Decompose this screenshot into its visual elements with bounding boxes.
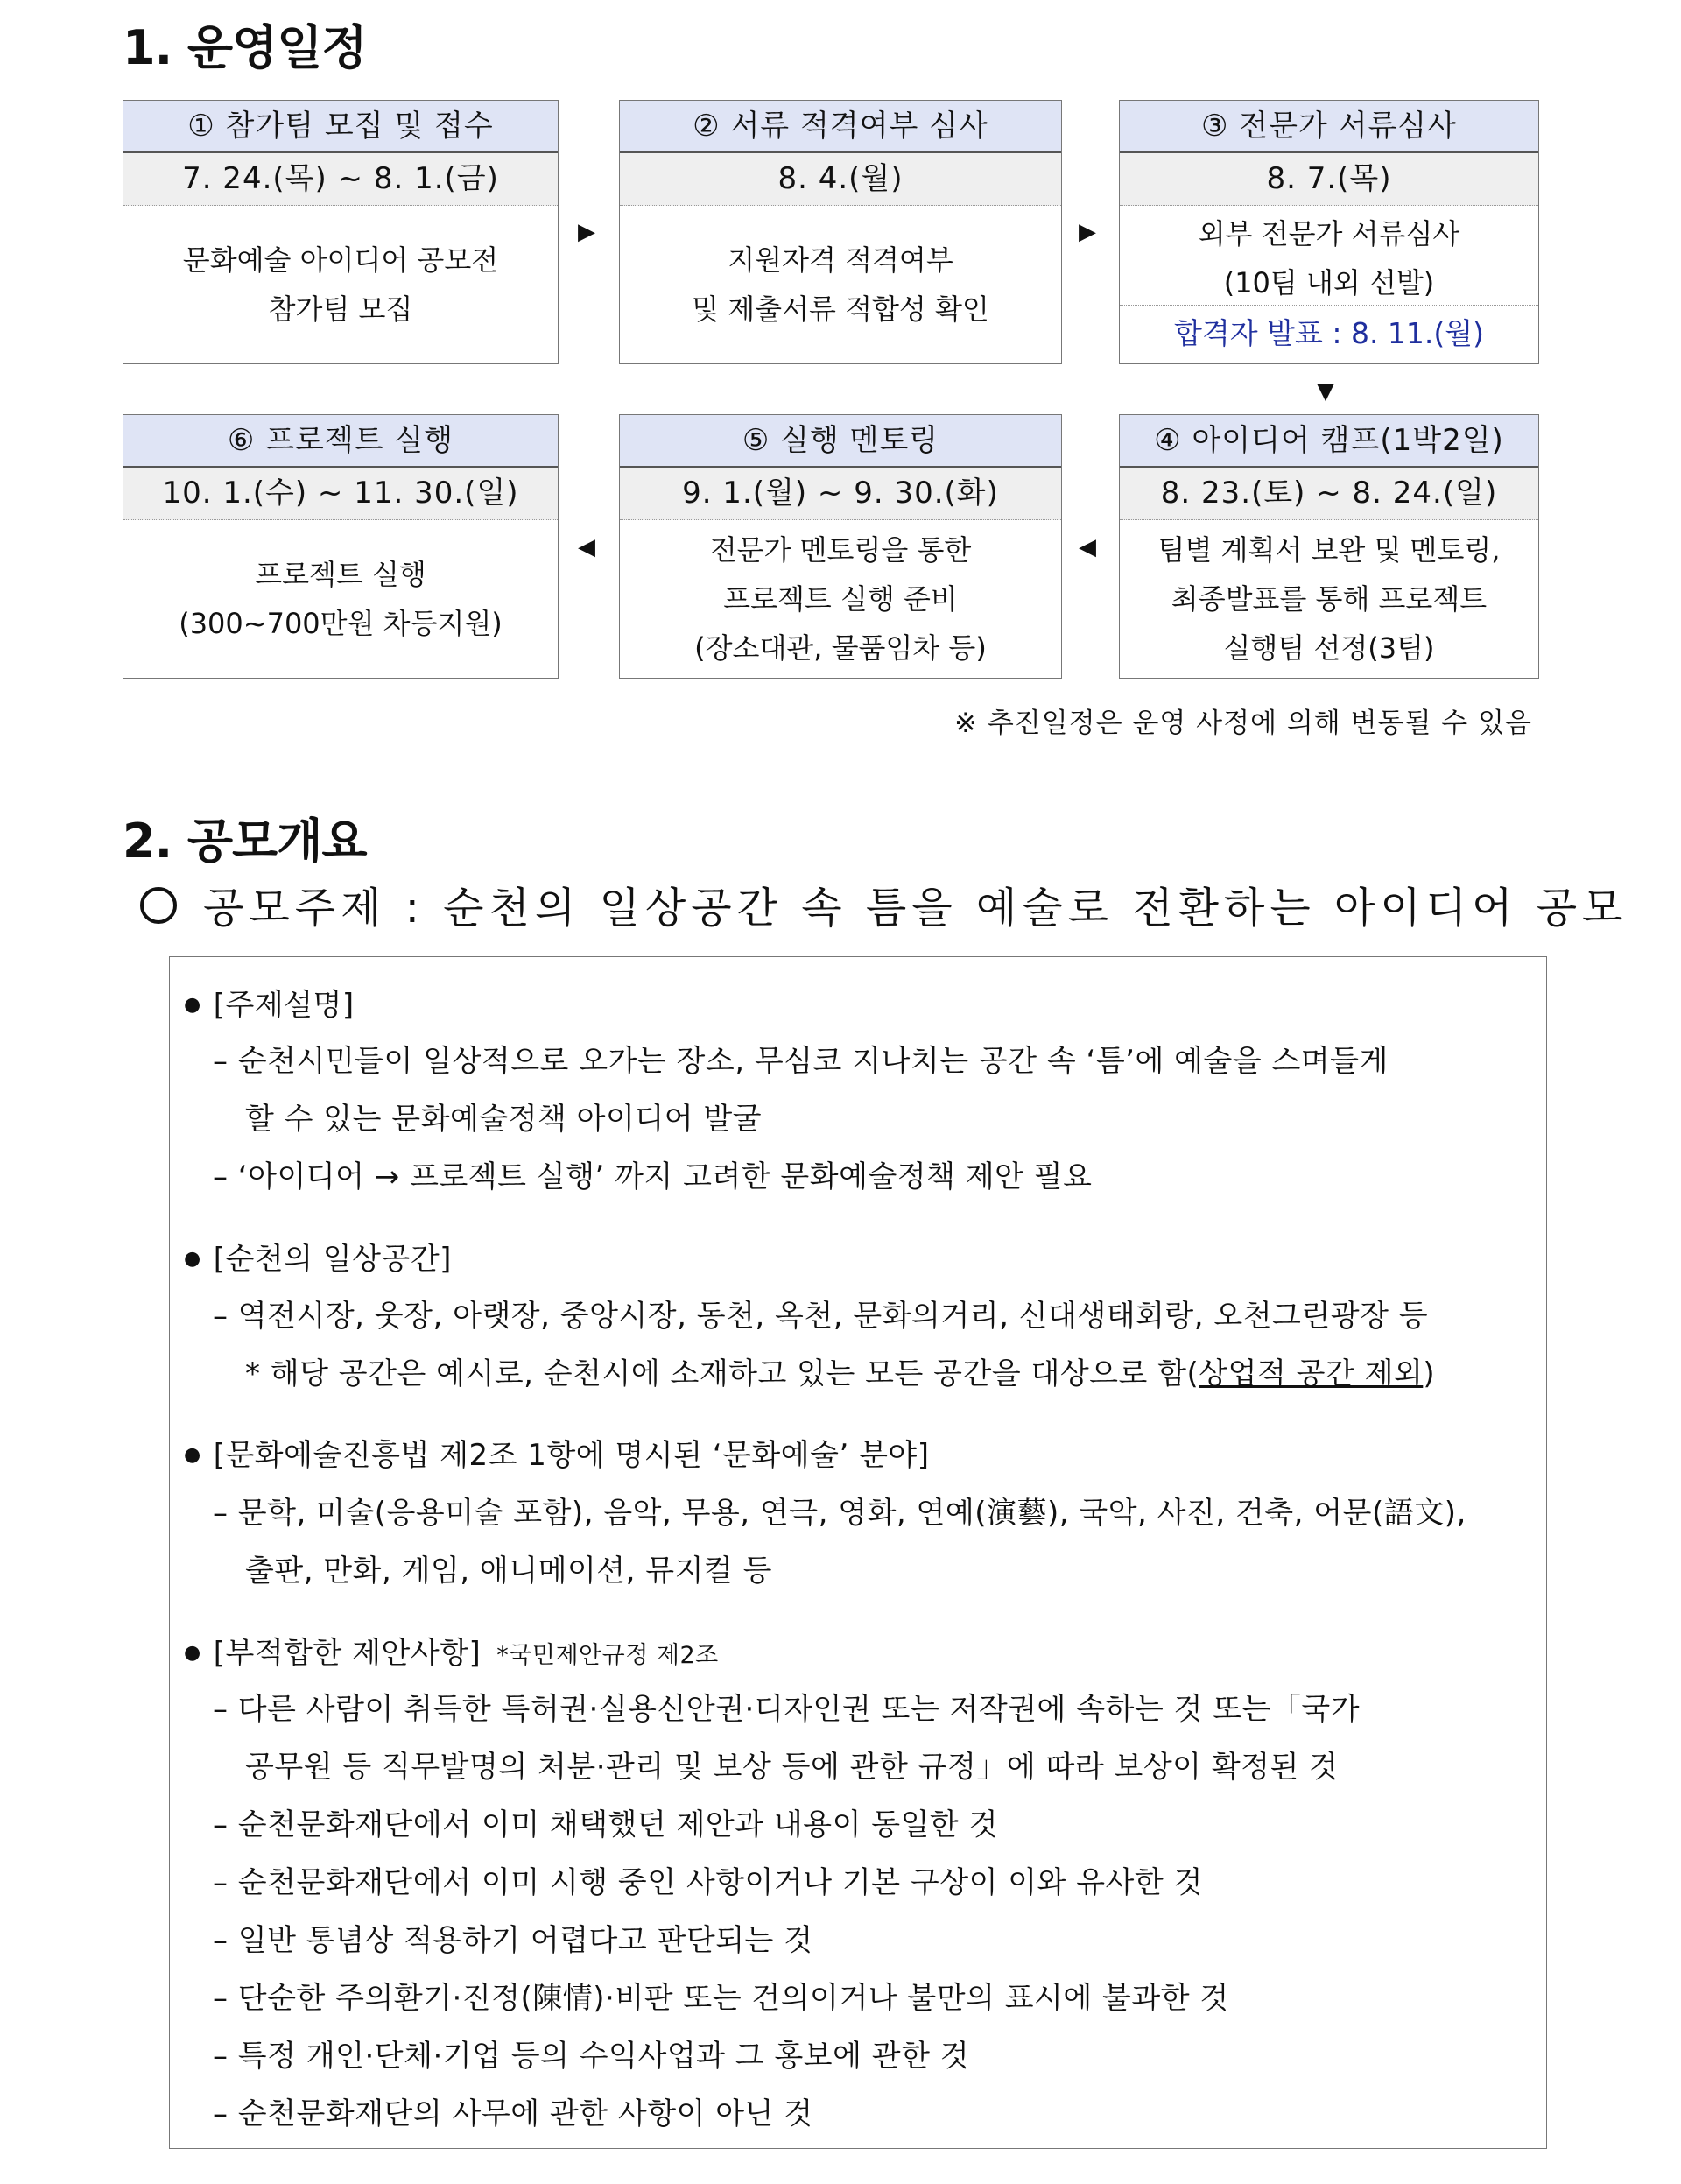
step-3-announcement: 합격자 발표 : 8. 11.(월) (1120, 305, 1538, 363)
step-5-card (619, 414, 1062, 679)
space-heading: ● [순천의 일상공간] (184, 1235, 452, 1278)
section-title-schedule: 1. 운영일정 (123, 20, 367, 75)
field-item: – 문학, 미술(응용미술 포함), 음악, 무용, 연극, 영화, 연예(演藝), 국악, 사진, 건축, 어문(語文), (213, 1496, 1466, 1531)
unfit-item: – 순천문화재단에서 이미 채택했던 제안과 내용이 동일한 것 (213, 1807, 998, 1842)
step-4-desc (1120, 520, 1538, 678)
step-5-desc-line: 프로젝트 실행 준비 (723, 582, 958, 616)
step-1-card (123, 100, 559, 364)
unfit-item: – 다른 사람이 취득한 특허권·실용신안권·디자인권 또는 저작권에 속하는 것 또는「국가 (213, 1692, 1361, 1727)
step-2-desc-line: 및 제출서류 적합성 확인 (692, 292, 989, 326)
step-6-title: ⑥ 프로젝트 실행 (123, 415, 558, 468)
step-3-desc-line: (10팀 내외 선발) (1223, 266, 1435, 299)
arrow-right-icon: ▶ (578, 219, 595, 245)
field-heading: ● [문화예술진흥법 제2조 1항에 명시된 ‘문화예술’ 분야] (184, 1431, 930, 1474)
unfit-item-cont: 공무원 등 직무발명의 처분·관리 및 보상 등에 관한 규정」에 따라 보상이 확정된 것 (245, 1750, 1339, 1785)
step-6-desc-line: (300~700만원 차등지원) (179, 607, 503, 640)
step-5-title: ⑤ 실행 멘토링 (620, 415, 1061, 468)
unfit-item: – 단순한 주의환기·진정(陳情)·비판 또는 건의이거나 불만의 표시에 불과한 것 (213, 1981, 1229, 2016)
step-6-date: 10. 1.(수) ~ 11. 30.(일) (123, 468, 558, 520)
step-2-title: ② 서류 적격여부 심사 (620, 101, 1061, 153)
step-1-title: ① 참가팀 모집 및 접수 (123, 101, 558, 153)
arrow-left-icon: ◀ (1079, 534, 1096, 560)
theme-item-cont: 할 수 있는 문화예술정책 아이디어 발굴 (245, 1102, 763, 1137)
step-3-title: ③ 전문가 서류심사 (1120, 101, 1538, 153)
step-4-desc-line: 최종발표를 통해 프로젝트 (1171, 582, 1488, 616)
step-3-desc (1120, 206, 1538, 306)
step-1-desc-line: 참가팀 모집 (268, 292, 413, 326)
space-note-underlined: 상업적 공간 제외 (1199, 1356, 1424, 1391)
space-note (245, 1349, 1435, 1392)
step-6-desc-line: 프로젝트 실행 (255, 558, 426, 591)
step-5-date: 9. 1.(월) ~ 9. 30.(화) (620, 468, 1061, 520)
unfit-item: – 일반 통념상 적용하기 어렵다고 판단되는 것 (213, 1923, 813, 1958)
contest-topic (140, 874, 1628, 934)
step-4-card (1119, 414, 1539, 679)
unfit-item: – 특정 개인·단체·기업 등의 수익사업과 그 홍보에 관한 것 (213, 2039, 970, 2074)
step-5-desc-line: (장소대관, 물품임차 등) (694, 631, 987, 665)
step-3-card (1119, 100, 1539, 364)
unfit-item: – 순천문화재단의 사무에 관한 사항이 아닌 것 (213, 2096, 813, 2131)
field-item-cont: 출판, 만화, 게임, 애니메이션, 뮤지컬 등 (245, 1553, 772, 1589)
unfit-heading-text: [부적합한 제안사항] (213, 1636, 482, 1671)
step-5-desc-line: 전문가 멘토링을 통한 (709, 533, 972, 567)
section-title-overview: 2. 공모개요 (123, 814, 367, 869)
arrow-left-icon: ◀ (578, 534, 595, 560)
step-3-date: 8. 7.(목) (1120, 153, 1538, 206)
schedule-note: ※ 추진일정은 운영 사정에 의해 변동될 수 있음 (954, 708, 1532, 739)
step-3-desc-line: 외부 전문가 서류심사 (1198, 217, 1460, 250)
step-1-date: 7. 24.(목) ~ 8. 1.(금) (123, 153, 558, 206)
theme-item: – 순천시민들이 일상적으로 오가는 장소, 무심코 지나치는 공간 속 ‘틈’에 예술을 스며들게 (213, 1044, 1389, 1079)
step-1-desc-line: 문화예술 아이디어 공모전 (182, 243, 499, 277)
circle-bullet-icon (140, 887, 177, 924)
step-4-desc-line: 팀별 계획서 보완 및 멘토링, (1157, 533, 1501, 567)
space-item: – 역전시장, 웃장, 아랫장, 중앙시장, 동천, 옥천, 문화의거리, 신대생태회랑, 오천그린광장 등 (213, 1299, 1429, 1334)
unfit-item: – 순천문화재단에서 이미 시행 중인 사항이거나 기본 구상이 이와 유사한 것 (213, 1865, 1203, 1900)
arrow-right-icon: ▶ (1079, 219, 1096, 245)
step-4-date: 8. 23.(토) ~ 8. 24.(일) (1120, 468, 1538, 520)
step-4-desc-line: 실행팀 선정(3팀) (1223, 631, 1435, 665)
step-1-desc (123, 206, 558, 363)
step-6-card (123, 414, 559, 679)
step-2-desc-line: 지원자격 적격여부 (728, 243, 953, 277)
contest-topic-text: 공모주제 : 순천의 일상공간 속 틈을 예술로 전환하는 아이디어 공모 (203, 884, 1628, 933)
step-6-desc (123, 520, 558, 678)
space-note-text: * 해당 공간은 예시로, 순천시에 소재하고 있는 모든 공간을 대상으로 함( (245, 1356, 1199, 1391)
unfit-reference: *국민제안규정 제2조 (496, 1642, 719, 1669)
step-2-desc (620, 206, 1061, 363)
space-note-close: ) (1423, 1356, 1436, 1391)
step-5-desc (620, 520, 1061, 678)
unfit-heading (184, 1629, 719, 1672)
step-4-title: ④ 아이디어 캠프(1박2일) (1120, 415, 1538, 468)
step-2-date: 8. 4.(월) (620, 153, 1061, 206)
theme-item: – ‘아이디어 → 프로젝트 실행’ 까지 고려한 문화예술정책 제안 필요 (213, 1159, 1093, 1194)
step-2-card (619, 100, 1062, 364)
arrow-down-icon: ▼ (1317, 378, 1334, 405)
theme-heading: ● [주제설명] (184, 981, 355, 1024)
